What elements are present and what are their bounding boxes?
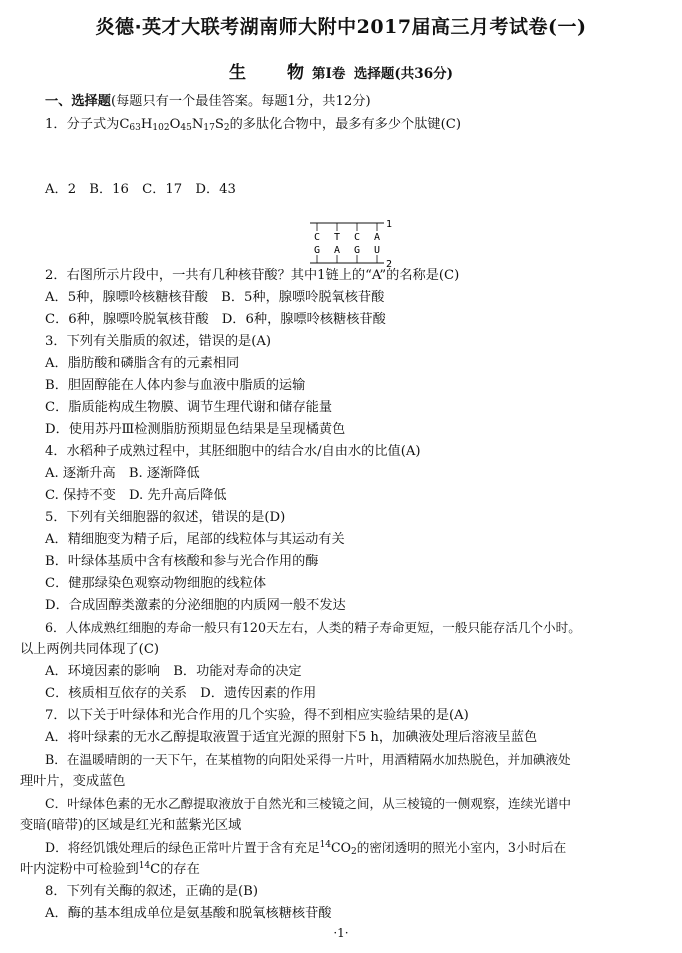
title-prefix: 炎德·英才大联考 bbox=[95, 16, 240, 38]
question-3-option-b: B．胆固醇能在人体内参与血液中脂质的运输 bbox=[45, 378, 306, 393]
exam-subtitle bbox=[0, 58, 682, 83]
volume-description: 选择题(共36分) bbox=[353, 66, 453, 82]
question-7-option-b-line1: B．在温暖晴朗的一天下午，在某植物的向阳处采得一片叶，用酒精隔水加热脱色，并加碘液处 bbox=[45, 752, 571, 767]
question-7-option-d-line1: D．将经饥饿处理后的绿色正常叶片置于含有充足$^{14}CO_2$的密闭透明的照光小室内，3小时后在 bbox=[45, 840, 567, 857]
question-5-option-a: A．精细胞变为精子后，尾部的线粒体与其运动有关 bbox=[45, 532, 345, 547]
section-heading: 一、选择题(每题只有一个最佳答案。每题1分，共12分) bbox=[45, 94, 371, 109]
question-6-stem-line1: 6．人体成熟红细胞的寿命一般只有120天左右，人类的精子寿命更短，一般只能存活几个小时。 bbox=[45, 620, 581, 635]
question-3-option-d: D．使用苏丹Ⅲ检测脂肪预期显色结果是呈现橘黄色 bbox=[45, 422, 346, 437]
question-7-option-c-line1: C．叶绿体色素的无水乙醇提取液放于自然光和三棱镜之间，从三棱镜的一侧观察，连续光谱中 bbox=[45, 796, 571, 811]
question-2-options-cd: C．6种，腺嘌呤脱氧核苷酸 D．6种，腺嘌呤核糖核苷酸 bbox=[45, 312, 386, 327]
strand-1-label: 1 bbox=[386, 219, 393, 230]
question-3-option-a: A．脂肪酸和磷脂含有的元素相同 bbox=[45, 356, 240, 371]
question-7-option-c-line2: 变暗(暗带)的区域是红光和蓝紫光区域 bbox=[20, 818, 242, 833]
page-number: ·1· bbox=[333, 926, 349, 940]
question-6-stem-line2: 以上两例共同体现了(C) bbox=[20, 642, 160, 657]
base-strand2-4: U bbox=[374, 245, 381, 256]
question-5-option-b: B．叶绿体基质中含有核酸和参与光合作用的酶 bbox=[45, 554, 319, 569]
question-3-stem: 3．下列有关脂质的叙述，错误的是(A) bbox=[45, 334, 272, 349]
question-4-options-cd: C. 保持不变 D. 先升高后降低 bbox=[45, 488, 227, 503]
question-1-stem: 1．分子式为$C_{63}H_{102}O_{45}N_{17}S_2$的多肽化合物中，最多有多少个肽键(C) bbox=[45, 117, 462, 133]
base-strand1-1: C bbox=[314, 232, 321, 243]
question-6-options-cd: C．核质相互依存的关系 D．遗传因素的作用 bbox=[45, 686, 317, 701]
base-strand2-2: A bbox=[334, 245, 341, 256]
question-7-option-b-line2: 理叶片，变成蓝色 bbox=[20, 774, 126, 789]
question-5-option-d: D．合成固醇类激素的分泌细胞的内质网一般不发达 bbox=[45, 598, 346, 613]
question-8-stem: 8．下列有关酶的叙述，正确的是(B) bbox=[45, 884, 258, 899]
base-strand1-3: C bbox=[354, 232, 361, 243]
exam-title bbox=[0, 12, 682, 39]
question-7-option-a: A．将叶绿素的无水乙醇提取液置于适宜光源的照射下5 h，加碘液处理后溶液呈蓝色 bbox=[45, 730, 538, 745]
base-strand2-3: G bbox=[354, 245, 361, 256]
base-strand1-2: T bbox=[334, 232, 341, 243]
question-2-stem: 2．右图所示片段中，一共有几种核苷酸？其中1链上的“A”的名称是(C) bbox=[45, 268, 460, 283]
question-5-stem: 5．下列有关细胞器的叙述，错误的是(D) bbox=[45, 510, 286, 525]
question-7-option-d-line2: 叶内淀粉中可检验到$^{14}$C的存在 bbox=[20, 861, 200, 877]
question-4-stem: 4．水稻种子成熟过程中，其胚细胞中的结合水/自由水的比值(A) bbox=[45, 444, 421, 459]
question-6-options-ab: A．环境因素的影响 B．功能对寿命的决定 bbox=[45, 664, 302, 679]
volume-label: 第Ⅰ卷 bbox=[312, 66, 346, 82]
question-5-option-c: C．健那绿染色观察动物细胞的线粒体 bbox=[45, 576, 267, 591]
question-8-option-a: A．酶的基本组成单位是氨基酸和脱氧核糖核苷酸 bbox=[45, 906, 332, 921]
question-7-stem: 7．以下关于叶绿体和光合作用的几个实验，得不到相应实验结果的是(A) bbox=[45, 708, 469, 723]
base-strand1-4: A bbox=[374, 232, 381, 243]
question-1-options: A．2 B．16 C．17 D．43 bbox=[45, 182, 236, 197]
subject-name: 生 物 bbox=[229, 63, 316, 83]
strand-2-label: 2 bbox=[386, 259, 393, 269]
base-strand2-1: G bbox=[314, 245, 321, 256]
question-3-option-c: C．脂质能构成生物膜、调节生理代谢和储存能量 bbox=[45, 400, 333, 415]
dna-fragment-figure bbox=[306, 219, 396, 269]
question-2-options-ab: A．5种，腺嘌呤核糖核苷酸 B．5种，腺嘌呤脱氧核苷酸 bbox=[45, 290, 385, 305]
question-4-options-ab: A. 逐渐升高 B. 逐渐降低 bbox=[45, 466, 200, 481]
title-main: 湖南师大附中2017届高三月考试卷(一) bbox=[239, 16, 587, 38]
